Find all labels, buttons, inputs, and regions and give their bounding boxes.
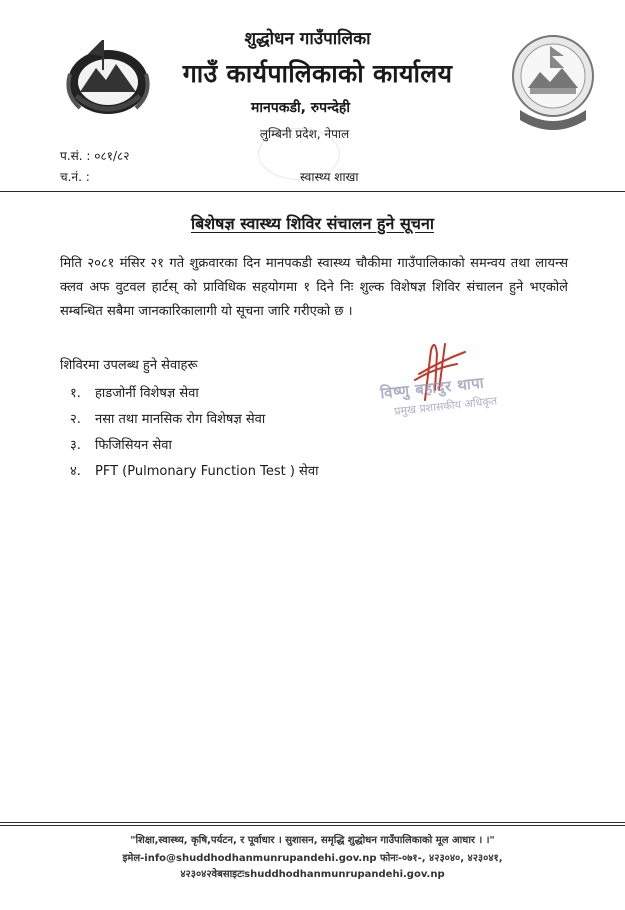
service-number: २. (70, 412, 81, 427)
footer-divider (0, 825, 625, 826)
notice-body: मिति २०८१ मंसिर २१ गते शुक्रवारका दिन मानपकडी स्वास्थ्य चौकीमा गाउँपालिकाको समन्वय तथा लायन्स क्लव अफ वुटवल हार्टस् को प्राविधिक सहयोगमा १ दिने निः शुल्क विशेषज्ञ शिविर संचालन हुने भएकोले सम्बन्धित सबैमा जानकारिकालागी यो सूचना जारि गरीएको छ । (60, 256, 568, 319)
service-label: हाडजोर्नी विशेषज्ञ सेवा (95, 386, 199, 401)
branch-name: स्वास्थ्य शाखा (300, 170, 359, 184)
seal-title: प्रमुख प्रशासकीय अधिकृत (393, 394, 498, 419)
list-item (70, 384, 318, 410)
service-number: १. (70, 386, 81, 401)
footer-contact: इमेल-info@shuddhodhanmunrupandehi.gov.np फोनः-०७१-, ४२३०४०, ४२३०४१, (122, 853, 503, 864)
service-label: फिजिसियन सेवा (95, 438, 172, 453)
footer-divider (0, 822, 625, 823)
service-label: PFT (Pulmonary Function Test ) सेवा (95, 464, 319, 479)
header-divider (0, 191, 625, 192)
list-item (70, 410, 318, 436)
list-item (70, 462, 318, 488)
province-line: लुम्बिनी प्रदेश, नेपाल (259, 127, 350, 141)
office-name: गाउँ कार्यपालिकाको कार्यालय (182, 59, 453, 88)
municipality-name: शुद्धोधन गाउँपालिका (244, 29, 371, 49)
footer-slogan: "शिक्षा,स्वास्थ्य, कृषि,पर्यटन, र पूर्वाधार । सुशासन, समृद्धि शुद्धोधन गाउँपालिकाको मूल आधार । ।" (130, 835, 495, 846)
list-item (70, 436, 318, 462)
reference-number: प.सं. : ०८१/८२ (60, 149, 130, 163)
office-address: मानपकडी, रुपन्देही (251, 100, 350, 116)
service-label: नसा तथा मानसिक रोग विशेषज्ञ सेवा (95, 412, 266, 427)
service-number: ४. (70, 464, 81, 479)
footer-website: ४२३०४२वेबसाइटःshuddhodhanmunrupandehi.gov.np (180, 869, 445, 880)
services-heading: शिविरमा उपलब्ध हुने सेवाहरू (60, 358, 198, 373)
seal-name: विष्णु बहादुर थापा (379, 373, 485, 403)
notice-title (0, 212, 625, 234)
notice-title-text: बिशेषज्ञ स्वास्थ्य शिविर संचालन हुने सूचना (191, 214, 434, 233)
services-list (70, 384, 318, 488)
service-number: ३. (70, 438, 81, 453)
dispatch-number: च.नं. : (60, 170, 90, 184)
